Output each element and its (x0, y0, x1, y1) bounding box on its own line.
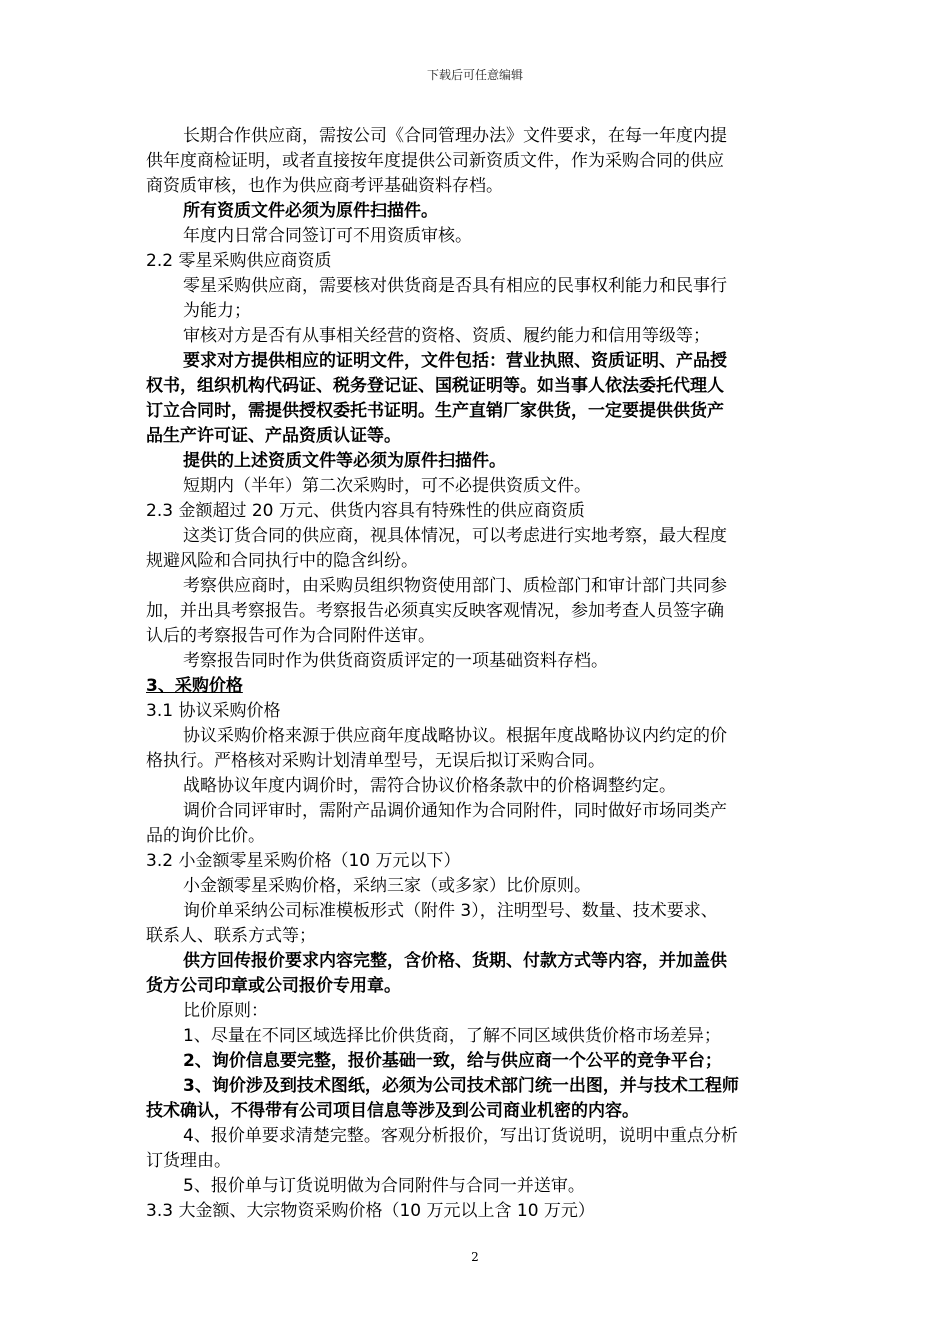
text-line: 4、报价单要求清楚完整。客观分析报价，写出订货说明，说明中重点分析 (183, 1126, 738, 1146)
text-line: 短期内（半年）第二次采购时，可不必提供资质文件。 (183, 476, 591, 496)
text-line: 认后的考察报告可作为合同附件送审。 (146, 626, 435, 646)
document-body (146, 124, 806, 1224)
text-line: 为能力； (183, 301, 251, 321)
text-line: 3.1 协议采购价格 (146, 701, 281, 721)
text-line: 订立合同时，需提供授权委托书证明。生产直销厂家供货，一定要提供供货产 (146, 401, 724, 421)
text-line: 要求对方提供相应的证明文件，文件包括：营业执照、资质证明、产品授 (183, 351, 727, 371)
text-line: 小金额零星采购价格，采纳三家（或多家）比价原则。 (183, 876, 591, 896)
text-line: 询价单采纳公司标准模板形式（附件 3），注明型号、数量、技术要求、 (183, 901, 718, 921)
text-line: 2.3 金额超过 20 万元、供货内容具有特殊性的供应商资质 (146, 501, 585, 521)
text-line: 规避风险和合同执行中的隐含纠纷。 (146, 551, 418, 571)
text-line: 格执行。严格核对采购计划清单型号，无误后拟订采购合同。 (146, 751, 605, 771)
text-line: 2、询价信息要完整，报价基础一致，给与供应商一个公平的竞争平台； (183, 1051, 722, 1071)
text-line: 提供的上述资质文件等必须为原件扫描件。 (183, 451, 506, 471)
text-line: 品的询价比价。 (146, 826, 265, 846)
text-line: 长期合作供应商，需按公司《合同管理办法》文件要求，在每一年度内提 (183, 126, 727, 146)
page-header: 下载后可任意编辑 (426, 68, 523, 82)
text-line: 零星采购供应商，需要核对供货商是否具有相应的民事权利能力和民事行 (183, 276, 727, 296)
text-line: 供年度商检证明，或者直接按年度提供公司新资质文件，作为采购合同的供应 (146, 151, 724, 171)
text-line: 战略协议年度内调价时，需符合协议价格条款中的价格调整约定。 (183, 776, 676, 796)
text-line: 年度内日常合同签订可不用资质审核。 (183, 226, 472, 246)
text-line: 2.2 零星采购供应商资质 (146, 251, 332, 271)
text-line: 调价合同评审时，需附产品调价通知作为合同附件，同时做好市场同类产 (183, 801, 727, 821)
text-line: 协议采购价格来源于供应商年度战略协议。根据年度战略协议内约定的价 (183, 726, 727, 746)
text-line: 3.2 小金额零星采购价格（10 万元以下） (146, 851, 461, 871)
page-number: 2 (471, 1250, 479, 1264)
text-line: 3.3 大金额、大宗物资采购价格（10 万元以上含 10 万元） (146, 1201, 595, 1221)
text-line: 考察供应商时，由采购员组织物资使用部门、质检部门和审计部门共同参 (183, 576, 727, 596)
text-line: 技术确认，不得带有公司项目信息等涉及到公司商业机密的内容。 (146, 1101, 639, 1121)
text-line: 考察报告同时作为供货商资质评定的一项基础资料存档。 (183, 651, 608, 671)
text-line (146, 674, 806, 699)
text-line: 权书，组织机构代码证、税务登记证、国税证明等。如当事人依法委托代理人 (146, 376, 724, 396)
text-line: 所有资质文件必须为原件扫描件。 (183, 201, 438, 221)
text-line: 审核对方是否有从事相关经营的资格、资质、履约能力和信用等级等； (183, 326, 710, 346)
text-line: 订货理由。 (146, 1151, 231, 1171)
text-line: 加，并出具考察报告。考察报告必须真实反映客观情况，参加考查人员签字确 (146, 601, 724, 621)
text-line: 商资质审核，也作为供应商考评基础资料存档。 (146, 176, 503, 196)
text-line: 5、报价单与订货说明做为合同附件与合同一并送审。 (183, 1176, 585, 1196)
text-line: 3、询价涉及到技术图纸，必须为公司技术部门统一出图，并与技术工程师 (183, 1076, 739, 1096)
section-heading: 3、采购价格 (146, 676, 243, 696)
text-line: 供方回传报价要求内容完整，含价格、货期、付款方式等内容，并加盖供 (183, 951, 727, 971)
text-line: 比价原则： (183, 1001, 268, 1021)
text-line: 1、尽量在不同区域选择比价供货商，了解不同区域供货价格市场差异； (183, 1026, 721, 1046)
text-line: 货方公司印章或公司报价专用章。 (146, 976, 401, 996)
text-line: 联系人、联系方式等； (146, 926, 316, 946)
text-line: 这类订货合同的供应商，视具体情况，可以考虑进行实地考察，最大程度 (183, 526, 727, 546)
text-line: 品生产许可证、产品资质认证等。 (146, 426, 401, 446)
